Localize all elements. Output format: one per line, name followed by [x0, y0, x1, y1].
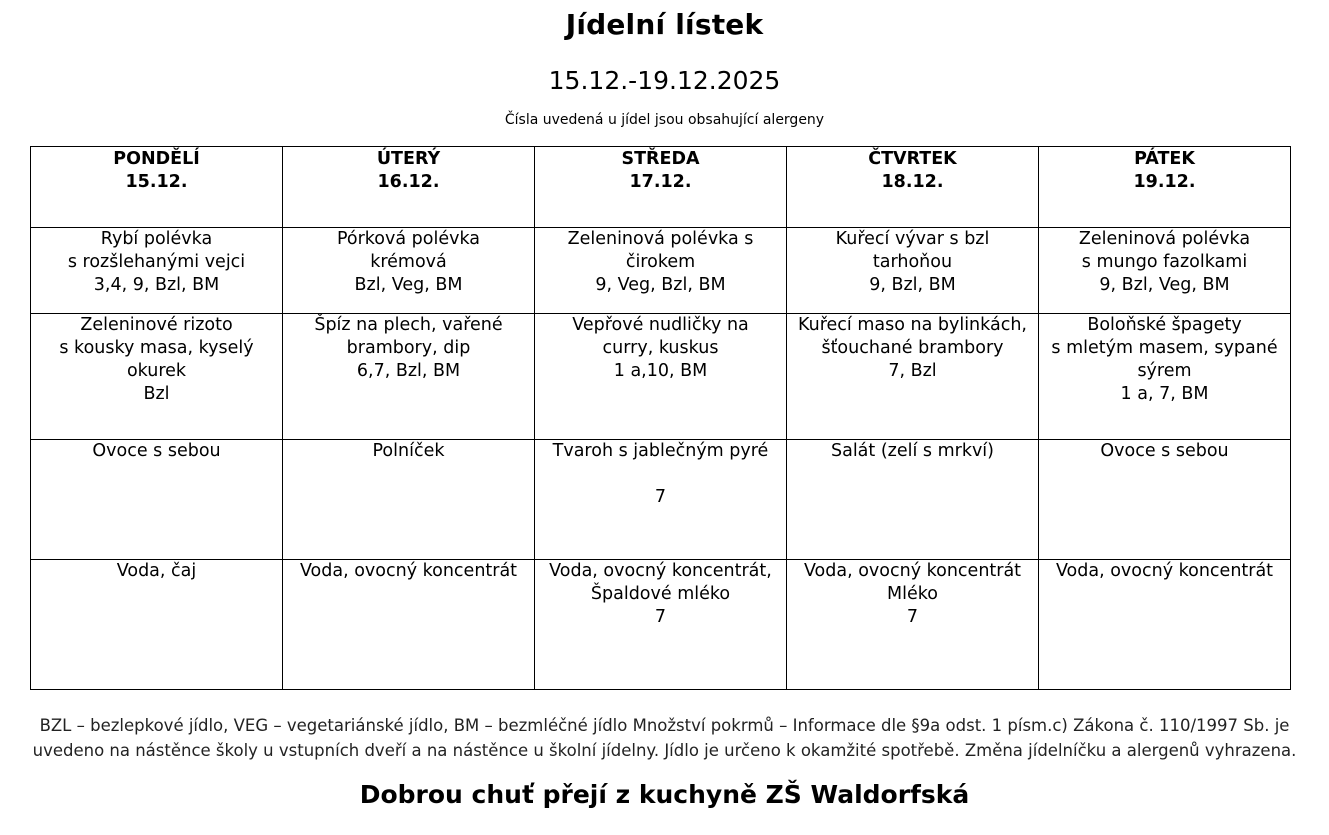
drink-cell-friday: Voda, ovocný koncentrát: [1039, 560, 1291, 690]
snack-cell-thursday: Salát (zelí s mrkví): [787, 440, 1039, 560]
main-cell-monday: Zeleninové rizoto s kousky masa, kyselý okurek Bzl: [31, 314, 283, 440]
soup-row: [31, 228, 1291, 314]
snack-row: [31, 440, 1291, 560]
soup-cell-friday: Zeleninová polévka s mungo fazolkami 9, Bzl, Veg, BM: [1039, 228, 1291, 314]
drink-row: [31, 560, 1291, 690]
day-name: PONDĚLÍ: [113, 149, 200, 169]
main-cell-tuesday: Špíz na plech, vařené brambory, dip 6,7, Bzl, BM: [283, 314, 535, 440]
closing-message: Dobrou chuť přejí z kuchyně ZŠ Waldorfská: [359, 780, 970, 809]
drink-cell-tuesday: Voda, ovocný koncentrát: [283, 560, 535, 690]
main-course-row: [31, 314, 1291, 440]
snack-cell-tuesday: Polníček: [283, 440, 535, 560]
day-date: 18.12.: [881, 172, 944, 192]
snack-cell-wednesday: Tvaroh s jablečným pyré 7: [535, 440, 787, 560]
allergen-note: Čísla uvedená u jídel jsou obsahující alergeny: [504, 112, 825, 128]
soup-cell-thursday: Kuřecí vývar s bzl tarhoňou 9, Bzl, BM: [787, 228, 1039, 314]
day-header-friday: [1039, 147, 1291, 228]
day-date: 17.12.: [629, 172, 692, 192]
menu-table: [30, 146, 1291, 690]
snack-cell-monday: Ovoce s sebou: [31, 440, 283, 560]
main-cell-friday: Boloňské špagety s mletým masem, sypané sýrem 1 a, 7, BM: [1039, 314, 1291, 440]
legend-footer: BZL – bezlepkové jídlo, VEG – vegetariánské jídlo, BM – bezmléčné jídlo Množství pokrmů – Informace dle §9a odst. 1 písm.c) Zákona č. 110/1997 Sb. je uvedeno na nástěnce školy u vstupních dveří a na nástěnce u školní jídelny. Jídlo je určeno k okamžité spotřebě. Změna jídelníčku a alergenů vyhrazena.: [32, 716, 1297, 760]
snack-cell-friday: Ovoce s sebou: [1039, 440, 1291, 560]
day-name: STŘEDA: [621, 149, 700, 169]
day-header-monday: [31, 147, 283, 228]
day-header-thursday: [787, 147, 1039, 228]
drink-cell-wednesday: Voda, ovocný koncentrát, Špaldové mléko 7: [535, 560, 787, 690]
day-date: 15.12.: [125, 172, 188, 192]
week-dates: 15.12.-19.12.2025: [548, 66, 781, 95]
drink-cell-thursday: Voda, ovocný koncentrát Mléko 7: [787, 560, 1039, 690]
day-name: ÚTERÝ: [376, 149, 441, 169]
soup-cell-monday: Rybí polévka s rozšlehanými vejci 3,4, 9, Bzl, BM: [31, 228, 283, 314]
soup-cell-wednesday: Zeleninová polévka s čirokem 9, Veg, Bzl, BM: [535, 228, 787, 314]
day-header-row: [31, 147, 1291, 228]
day-date: 19.12.: [1133, 172, 1196, 192]
day-date: 16.12.: [377, 172, 440, 192]
drink-cell-monday: Voda, čaj: [31, 560, 283, 690]
day-header-wednesday: [535, 147, 787, 228]
page-title: Jídelní lístek: [565, 8, 764, 41]
main-cell-wednesday: Vepřové nudličky na curry, kuskus 1 a,10, BM: [535, 314, 787, 440]
day-name: PÁTEK: [1134, 149, 1195, 169]
soup-cell-tuesday: Pórková polévka krémová Bzl, Veg, BM: [283, 228, 535, 314]
day-name: ČTVRTEK: [868, 149, 957, 169]
day-header-tuesday: [283, 147, 535, 228]
main-cell-thursday: Kuřecí maso na bylinkách, šťouchané brambory 7, Bzl: [787, 314, 1039, 440]
